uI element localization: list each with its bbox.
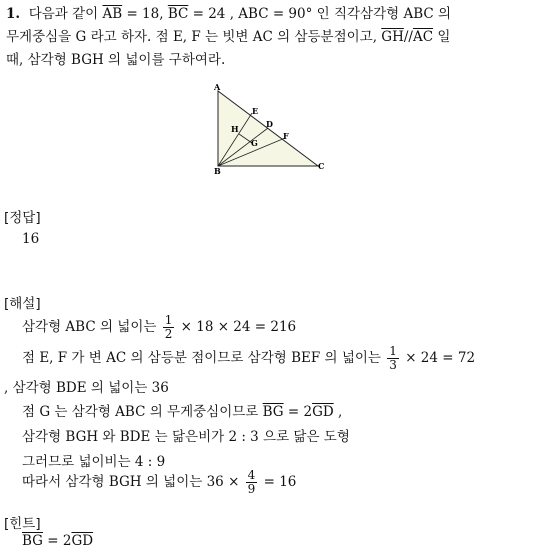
hint-eq: = 2	[42, 533, 72, 549]
segment-bg: $\overline{BG}$	[262, 404, 284, 420]
problem-text-2a: 무게중심을 G 라고 하자. 점 E, F 는 빗변 AC 의 삼등분점이고,	[6, 29, 382, 45]
point-b-label: B	[214, 166, 221, 176]
problem-text-3: 때, 삼각형 BGH 의 넓이를 구하여라.	[6, 52, 226, 68]
fraction-numerator: 1	[389, 344, 397, 358]
problem-line-1	[6, 2, 451, 22]
solution-label: [해설]	[4, 296, 41, 312]
fraction-denominator: 2	[164, 327, 173, 341]
segment-bc: $\overline{BC}$	[167, 6, 189, 22]
point-g-label: G	[251, 138, 258, 148]
problem-line-3	[6, 48, 225, 68]
point-f-label: F	[283, 131, 289, 141]
point-e-label: E	[252, 106, 259, 116]
fraction-four-ninths	[246, 469, 258, 496]
solution-text-7: 따라서 삼각형 BGH 의 넓이는 36 ×	[22, 474, 244, 490]
problem-text-1c: = 24 , ABC = 90° 인 직각삼각형 ABC 의	[188, 6, 452, 22]
solution-text-2: 점 E, F 가 변 AC 의 삼등분 점이므로 삼각형 BEF 의 넓이는	[22, 350, 386, 366]
point-c-label: C	[318, 161, 325, 171]
point-d-label: D	[266, 119, 273, 129]
problem-text-1a: 다음과 같이	[28, 6, 103, 22]
fraction-denominator: 9	[247, 482, 256, 496]
fraction-half	[163, 314, 175, 341]
hint-label: [힌트]	[4, 516, 41, 532]
segment-ac: $\overline{AC}$	[412, 29, 434, 45]
problem-text-1b: = 18,	[122, 6, 168, 22]
solution-expr-1: × 18 × 24 = 216	[176, 319, 297, 335]
point-a-label: A	[214, 82, 221, 92]
segment-gd: $\overline{GD}$	[312, 404, 334, 420]
fraction-third	[387, 345, 399, 372]
segment-gh: $\overline{GH}$	[381, 29, 404, 45]
solution-expr-2: × 24 = 72	[400, 350, 476, 366]
solution-text-4: 점 G 는 삼각형 ABC 의 무게중심이므로	[22, 404, 263, 420]
solution-line-4	[22, 400, 342, 420]
problem-number: 1.	[6, 6, 21, 22]
triangle-figure	[205, 80, 335, 180]
segment-bg: $\overline{BG}$	[22, 533, 43, 549]
point-h-label: H	[231, 124, 239, 134]
solution-line-7	[22, 469, 296, 496]
solution-line-6: 그러므로 넓이비는 4 : 9	[22, 454, 166, 470]
parallel-symbol: //	[403, 29, 413, 45]
hint-line	[22, 533, 93, 549]
segment-gd: $\overline{GD}$	[71, 533, 94, 549]
answer-value: 16	[22, 231, 40, 247]
solution-line-1	[22, 314, 296, 341]
segment-ab: $\overline{AB}$	[102, 6, 123, 22]
solution-end-4: ,	[333, 404, 343, 420]
solution-text-1: 삼각형 ABC 의 넓이는	[22, 319, 161, 335]
fraction-numerator: 1	[164, 313, 173, 327]
solution-line-2	[22, 345, 475, 372]
problem-line-2	[6, 25, 450, 45]
solution-line-3: , 삼각형 BDE 의 넓이는 36	[4, 380, 169, 396]
answer-label: [정답]	[4, 210, 41, 226]
solution-eq-4: = 2	[283, 404, 313, 420]
solution-line-5: 삼각형 BGH 와 BDE 는 닮은비가 2 : 3 으로 닮은 도형	[22, 429, 350, 445]
fraction-denominator: 3	[389, 358, 397, 372]
fraction-numerator: 4	[247, 468, 256, 482]
problem-text-2b: 일	[433, 29, 451, 45]
solution-expr-7: = 16	[259, 474, 297, 490]
